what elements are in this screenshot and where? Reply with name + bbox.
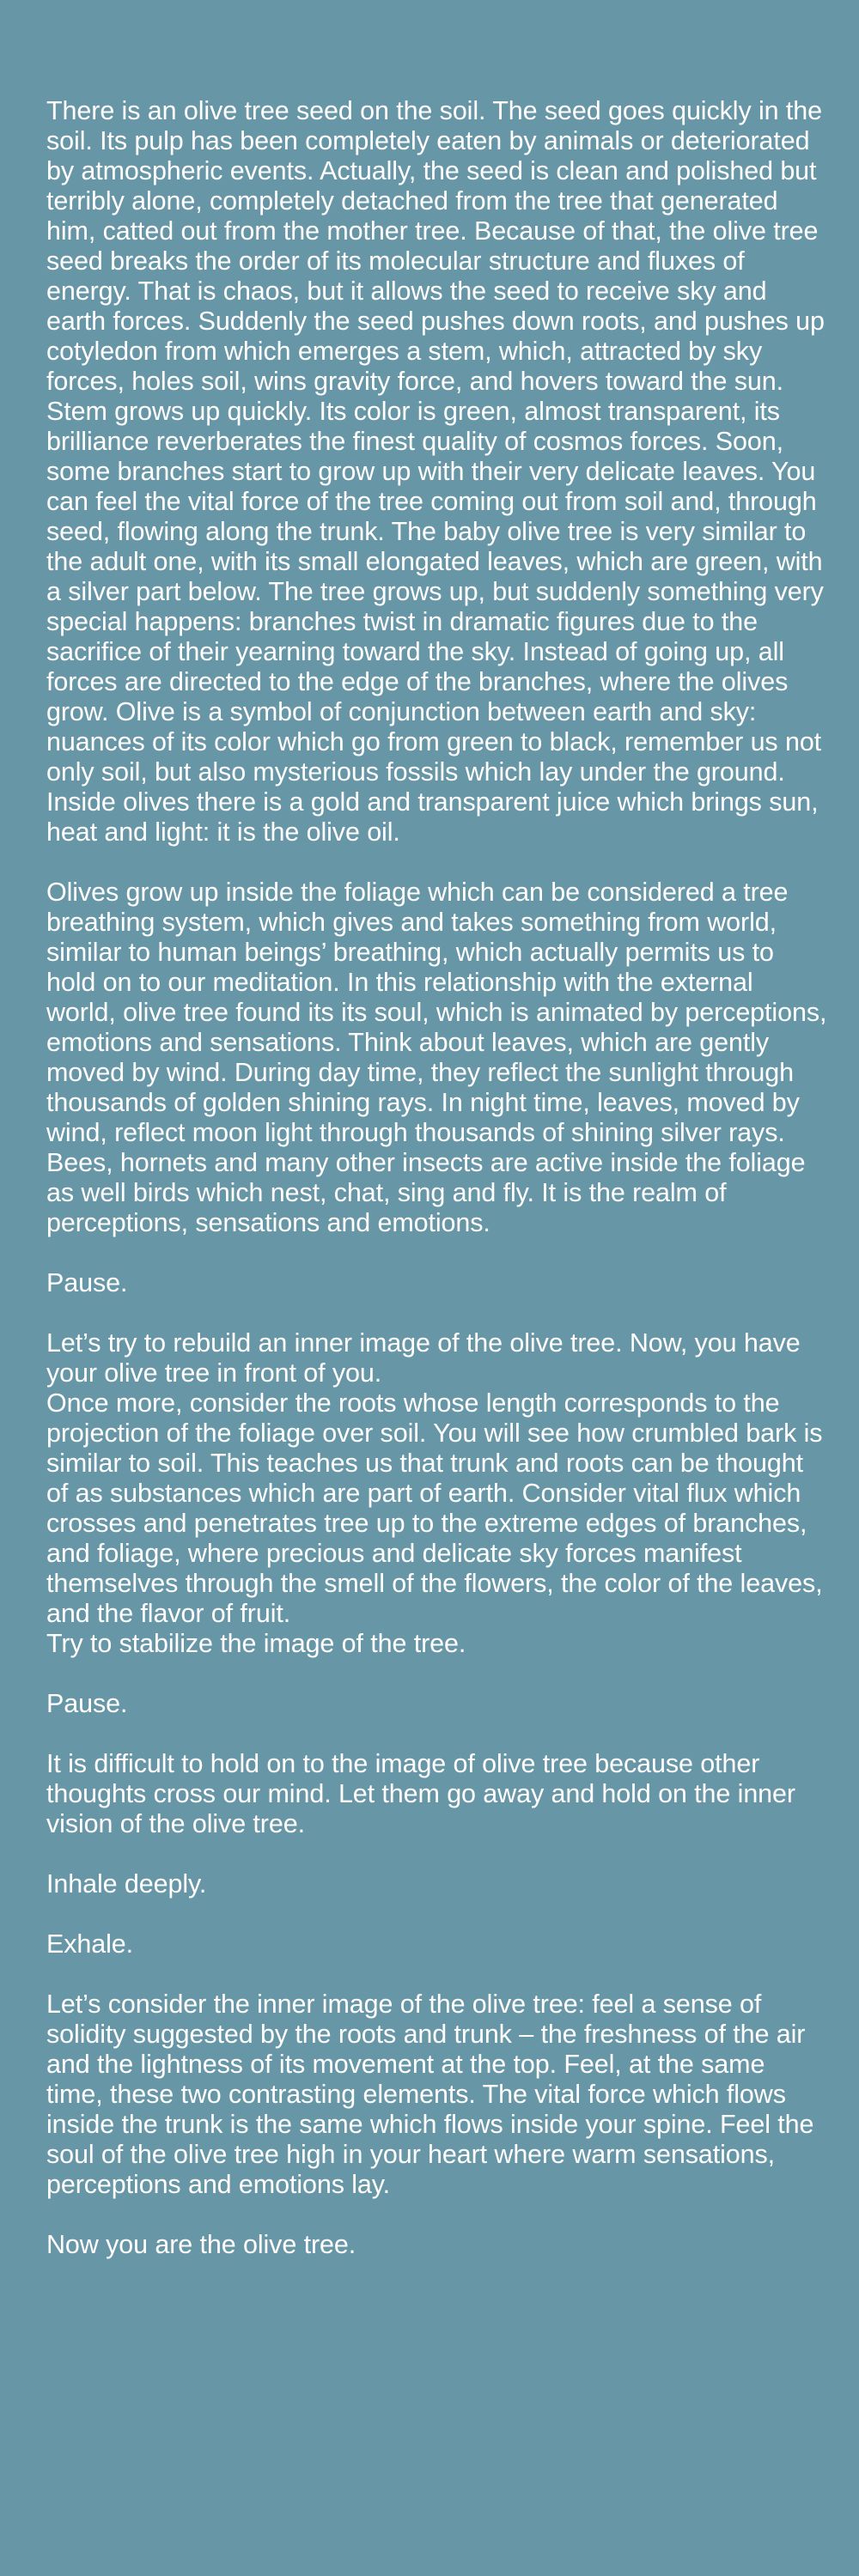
- paragraph-inner-image: Let’s try to rebuild an inner image of the olive tree. Now, you have your olive tree in front of you.: [46, 1328, 801, 1388]
- pause-text-1: Pause.: [46, 1268, 128, 1297]
- paragraph-consider: Let’s consider the inner image of the olive tree: feel a sense of solidity suggested by the roots and trunk – the freshness of the air and the lightness of its movement at the top. Feel, at the same time, these two contrasting elements. The vital force which flows inside the trunk is the same which flows inside your spine. Feel the soul of the olive tree high in your heart where warm sensations, perceptions and emotions lay.: [46, 1990, 814, 2199]
- exhale-text: Exhale.: [46, 1929, 134, 1959]
- paragraph-difficult: It is difficult to hold on to the image of olive tree because other thoughts cross our mind. Let them go away and hold on the inner vision of the olive tree.: [46, 1749, 795, 1838]
- paragraph-foliage: Olives grow up inside the foliage which can be considered a tree breathing system, which gives and takes something from world, similar to human beings’ breathing, which actually permits us to hold on to our meditation. In this relationship with the external world, olive tree found its its soul, which is animated by perceptions, emotions and sensations. Think about leaves, which are gently moved by wind. During day time, they reflect the sunlight through thousands of golden shining rays. In night time, leaves, moved by wind, reflect moon light through thousands of shining silver rays. Bees, hornets and many other insects are active inside the foliage as well birds which nest, chat, sing and fly. It is the realm of perceptions, sensations and emotions.: [46, 878, 827, 1237]
- paragraph-roots: Once more, consider the roots whose length corresponds to the projection of the foliage over soil. You will see how crumbled bark is similar to soil. This teaches us that trunk and roots can be thought of as substances which are part of earth. Consider vital flux which crosses and penetrates tree up to the extreme edges of branches, and foliage, where precious and delicate sky forces manifest themselves through the smell of the flowers, the color of the leaves, and the flavor of fruit.: [46, 1388, 823, 1628]
- article-body: [46, 96, 828, 2290]
- inhale-text: Inhale deeply.: [46, 1869, 207, 1899]
- pause-text-2: Pause.: [46, 1689, 128, 1718]
- paragraph-seed: There is an olive tree seed on the soil. The seed goes quickly in the soil. Its pulp has been completely eaten by animals or deteriorated by atmospheric events. Actually, the seed is clean and polished but terribly alone, completely detached from the tree that generated him, catted out from the mother tree. Because of that, the olive tree seed breaks the order of its molecular structure and fluxes of energy. That is chaos, but it allows the seed to receive sky and earth forces. Suddenly the seed pushes down roots, and pushes up cotyledon from which emerges a stem, which, attracted by sky forces, holes soil, wins gravity force, and hovers toward the sun. Stem grows up quickly. Its color is green, almost transparent, its brilliance reverberates the finest quality of cosmos forces. Soon, some branches start to grow up with their very delicate leaves. You can feel the vital force of the tree coming out from soil and, through seed, flowing along the trunk. The baby olive tree is very similar to the adult one, with its small elongated leaves, which are green, with a silver part below. The tree grows up, but suddenly something very special happens: branches twist in dramatic figures due to the sacrifice of their yearning toward the sky. Instead of going up, all forces are directed to the edge of the branches, where the olives grow. Olive is a symbol of conjunction between earth and sky: nuances of its color which go from green to black, remember us not only soil, but also mysterious fossils which lay under the ground. Inside olives there is a gold and transparent juice which brings sun, heat and light: it is the olive oil.: [46, 96, 825, 847]
- paragraph-inner-image-group: [46, 1328, 828, 1659]
- paragraph-stabilize: Try to stabilize the image of the tree.: [46, 1629, 466, 1658]
- final-text: Now you are the olive tree.: [46, 2230, 356, 2259]
